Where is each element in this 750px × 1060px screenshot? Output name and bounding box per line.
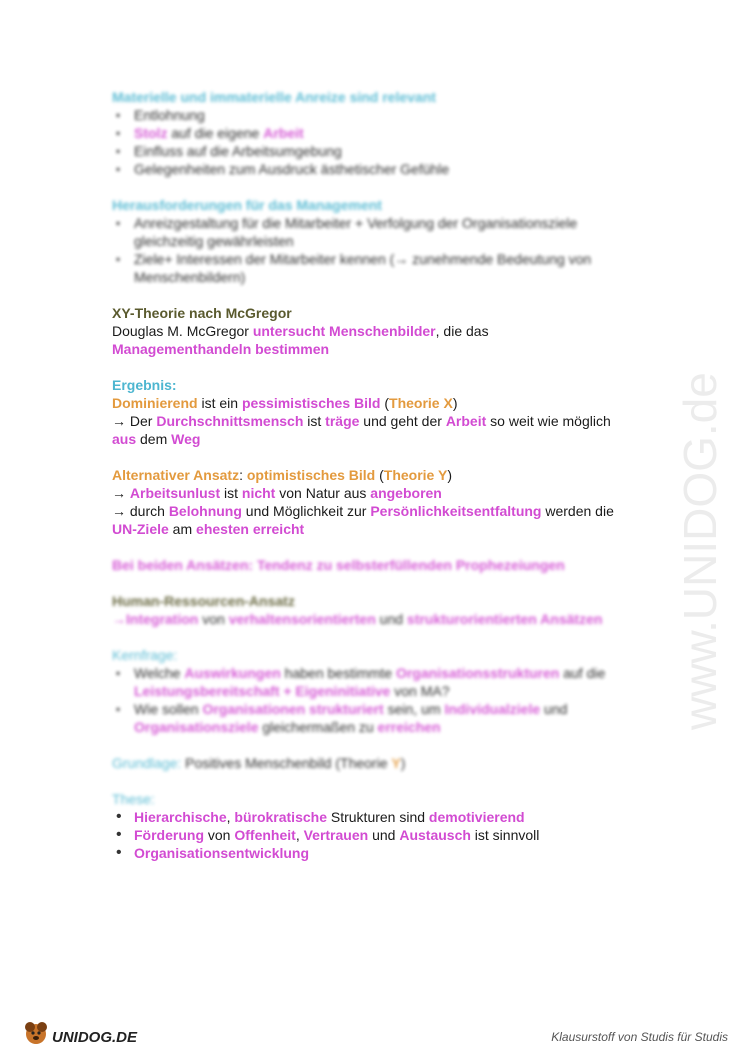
ergebnis-paragraph: Dominierend ist ein pessimistisches Bild (Theorie X) → Der Durchschnittsmensch ist träge und geht der Arbeit so weit wie möglich aus dem Weg [112, 395, 611, 447]
watermark-text: www.UNIDOG.de [674, 372, 726, 730]
management-list [112, 214, 672, 286]
list-item: ▪ Ziele+ Interessen der Mitarbeiter kennen (→ zunehmende Bedeutung von Menschenbildern) [134, 250, 672, 286]
these-heading: These: [112, 791, 155, 807]
kern-list [112, 664, 672, 736]
list-item: ▪ Entlohnung [134, 106, 672, 124]
list-item: ▪ Einfluss auf die Arbeitsumgebung [134, 142, 672, 160]
list-item: • Hierarchische, bürokratische Strukturen sind demotivierend [134, 808, 672, 826]
list-item: ▪ Stolz auf die eigene Arbeit [134, 124, 672, 142]
grundlage-line: Grundlage: Positives Menschenbild (Theorie Y) [112, 755, 406, 771]
list-item: ▪ Anreizgestaltung für die Mitarbeiter + Verfolgung der Organisationsziele gleichzeitig gewährleisten [134, 214, 672, 250]
unidog-logo [20, 1016, 160, 1050]
list-item: • Förderung von Offenheit, Vertrauen und Austausch ist sinnvoll [134, 826, 672, 844]
anreize-list [112, 106, 672, 178]
dog-logo-icon [20, 1016, 160, 1050]
ergebnis-heading: Ergebnis: [112, 377, 177, 393]
hr-line: →Integration von verhaltensorientierten und strukturorientierten Ansätzen [112, 611, 603, 627]
tendenz-line: Bei beiden Ansätzen: Tendenz zu selbsterfüllenden Prophezeiungen [112, 557, 565, 573]
list-item: ▪ Wie sollen Organisationen strukturiert sein, um Individualziele und Organisationsziele gleichermaßen zu erreichen [134, 700, 672, 736]
document-body [112, 88, 672, 862]
list-item: ▪ Gelegenheiten zum Ausdruck ästhetischer Gefühle [134, 160, 672, 178]
list-item: ▪ Welche Auswirkungen haben bestimmte Organisationsstrukturen auf die Leistungsbereitschaft + Eigeninitiative von MA? [134, 664, 672, 700]
hr-heading: Human-Ressourcen-Ansatz [112, 593, 295, 609]
kern-heading: Kernfrage: [112, 647, 178, 663]
xy-heading: XY-Theorie nach McGregor [112, 305, 292, 321]
management-heading: Herausforderungen für das Management [112, 197, 382, 213]
watermark [672, 270, 732, 740]
blurred-top-section [112, 88, 672, 286]
these-list [112, 808, 672, 862]
blurred-middle-section [112, 556, 672, 808]
footer-tagline: Klausurstoff von Studis für Studis [551, 1030, 728, 1044]
logo-text: UNIDOG.DE [52, 1029, 138, 1046]
anreize-heading: Materielle und immaterielle Anreize sind relevant [112, 89, 436, 105]
xy-paragraph: Douglas M. McGregor untersucht Menschenbilder, die das Managementhandeln bestimmen [112, 323, 489, 357]
list-item: • Organisationsentwicklung [134, 844, 672, 862]
alternativ-paragraph: Alternativer Ansatz: optimistisches Bild (Theorie Y) → Arbeitsunlust ist nicht von Natur aus angeboren → durch Belohnung und Möglichkeit zur Persönlichkeitsentfaltung werden die UN-Ziele am ehesten erreicht [112, 467, 614, 537]
